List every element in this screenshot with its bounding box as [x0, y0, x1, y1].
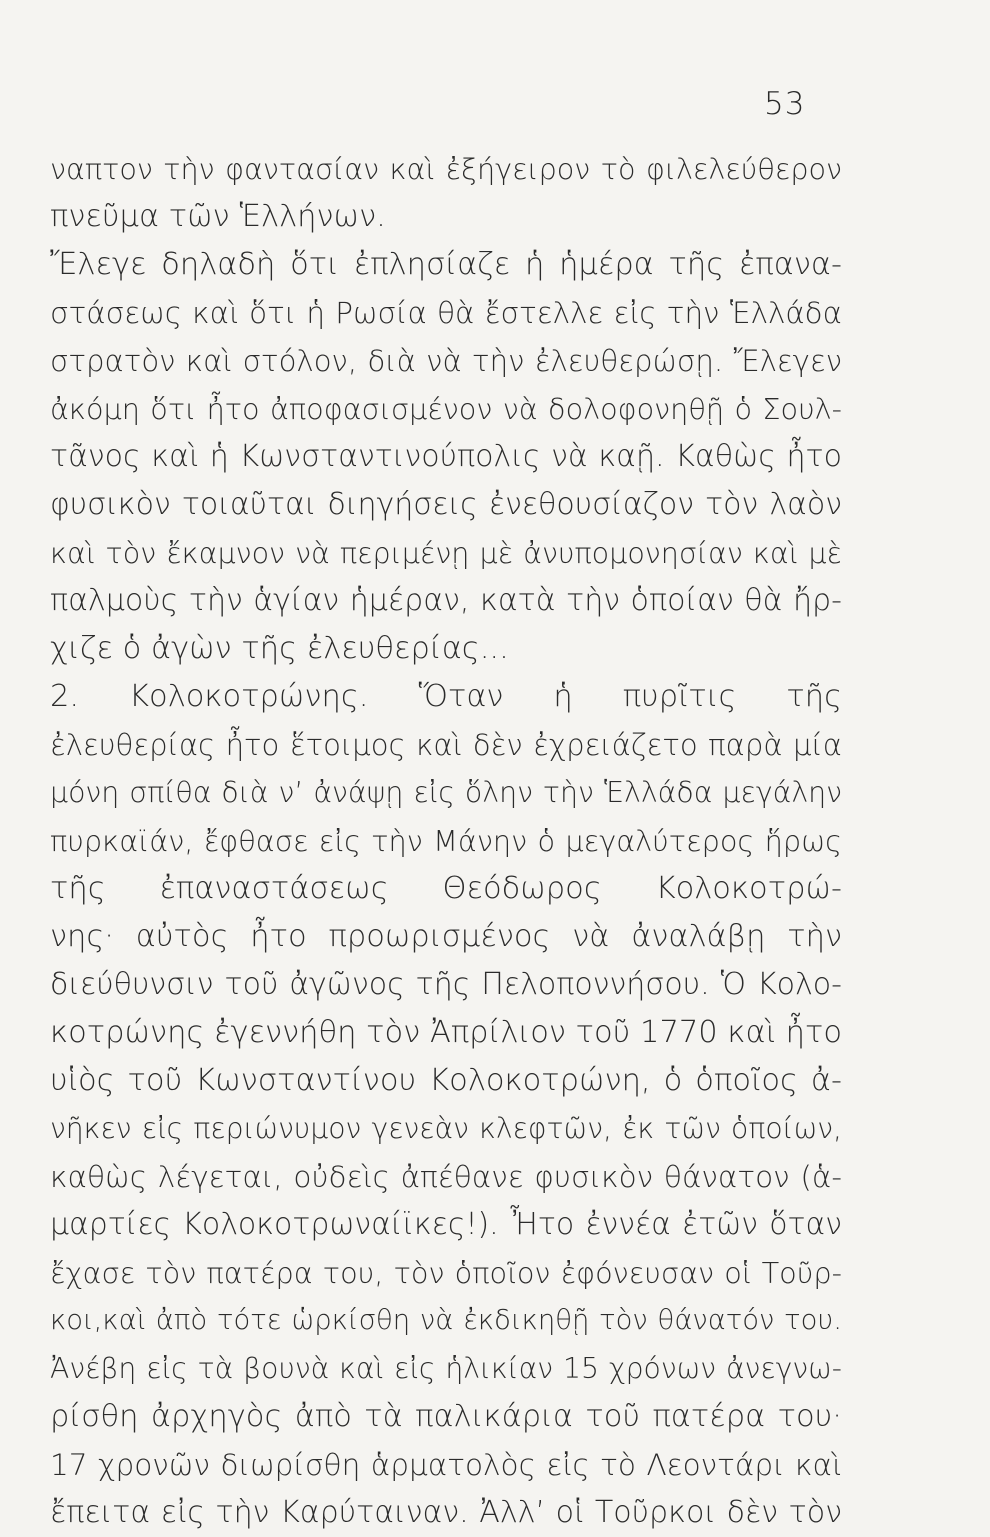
text-line: στάσεως καὶ ὅτι ἡ Ρωσία θὰ ἔστελλε εἰς τὴν Ἑλλάδα: [50, 296, 842, 330]
text-line: μαρτίες Κολοκοτρωναίϊκες!). Ἦτο ἐννέα ἐτῶν ὅταν: [50, 1207, 842, 1242]
text-line: Ἔλεγε δηλαδὴ ὅτι ἐπλησίαζε ἡ ἡμέρα τῆς ἐπανα-: [50, 247, 842, 282]
text-line: ρίσθη ἀρχηγὸς ἀπὸ τὰ παλικάρια τοῦ πατέρα του·: [50, 1399, 842, 1434]
text-line: μόνη σπίθα διὰ ν’ ἀνάψῃ εἰς ὅλην τὴν Ἑλλάδα μεγάλην: [50, 776, 842, 809]
text-line: φυσικὸν τοιαῦται διηγήσεις ἐνεθουσίαζον τὸν λαὸν: [50, 487, 842, 522]
text-line: τᾶνος καὶ ἡ Κωνσταντινούπολις νὰ καῇ. Καθὼς ἦτο: [50, 439, 842, 474]
text-line: τῆς ἐπαναστάσεως Θεόδωρος Κολοκοτρώ-: [50, 871, 842, 906]
text-line: πυρκαϊάν, ἔφθασε εἰς τὴν Μάνην ὁ μεγαλύτερος ἥρως: [50, 824, 842, 858]
text-line: ἔχασε τὸν πατέρα του, τὸν ὁποῖον ἐφόνευσαν οἱ Τοῦρ-: [50, 1256, 842, 1290]
text-line: ἔπειτα εἰς τὴν Καρύταιναν. Ἀλλ’ οἱ Τοῦρκοι δὲν τὸν: [50, 1495, 842, 1530]
text-line: στρατὸν καὶ στόλον, διὰ νὰ τὴν ἐλευθερώσῃ. Ἔλεγεν: [50, 344, 842, 378]
text-line: πνεῦμα τῶν Ἑλλήνων.: [50, 199, 386, 234]
text-line: χιζε ὁ ἀγὼν τῆς ἐλευθερίας...: [50, 631, 509, 666]
text-line: διεύθυνσιν τοῦ ἀγῶνος τῆς Πελοποννήσου. Ὁ Κολο-: [50, 967, 842, 1002]
text-line: ναπτον τὴν φαντασίαν καὶ ἐξήγειρον τὸ φιλελεύθερον: [50, 152, 842, 186]
text-line: ἀκόμη ὅτι ἦτο ἀποφασισμένον νὰ δολοφονηθῇ ὁ Σουλ-: [50, 392, 842, 426]
text-line: υἱὸς τοῦ Κωνσταντίνου Κολοκοτρώνη, ὁ ὁποῖος ἀ-: [50, 1063, 842, 1098]
text-line: παλμοὺς τὴν ἁγίαν ἡμέραν, κατὰ τὴν ὁποίαν θὰ ἤρ-: [50, 583, 842, 618]
text-line: 17 χρονῶν διωρίσθη ἁρματολὸς εἰς τὸ Λεοντάρι καὶ: [50, 1448, 842, 1482]
text-line: Ἀνέβη εἰς τὰ βουνὰ καὶ εἰς ἡλικίαν 15 χρόνων ἀνεγνω-: [50, 1352, 842, 1385]
text-line: 2. Κολοκοτρώνης. Ὅταν ἡ πυρῖτις τῆς: [50, 679, 842, 714]
text-line: νης· αὐτὸς ἦτο προωρισμένος νὰ ἀναλάβῃ τὴν: [50, 919, 842, 954]
text-line: κοι,καὶ ἀπὸ τότε ὡρκίσθη νὰ ἐκδικηθῇ τὸν θάνατόν του.: [50, 1305, 842, 1336]
text-line: κοτρώνης ἐγεννήθη τὸν Ἀπρίλιον τοῦ 1770 καὶ ἦτο: [50, 1015, 842, 1050]
body-text: [50, 145, 842, 1537]
text-line: καθὼς λέγεται, οὐδεὶς ἀπέθανε φυσικὸν θάνατον (ἁ-: [50, 1160, 842, 1194]
text-line: νῆκεν εἰς περιώνυμον γενεὰν κλεφτῶν, ἐκ τῶν ὁποίων,: [50, 1112, 842, 1145]
page-number: 53: [764, 86, 806, 122]
text-line: καὶ τὸν ἔκαμνον νὰ περιμένῃ μὲ ἀνυπομονησίαν καὶ μὲ: [50, 536, 842, 570]
text-line: ἐλευθερίας ἦτο ἕτοιμος καὶ δὲν ἐχρειάζετο παρὰ μία: [50, 728, 842, 762]
